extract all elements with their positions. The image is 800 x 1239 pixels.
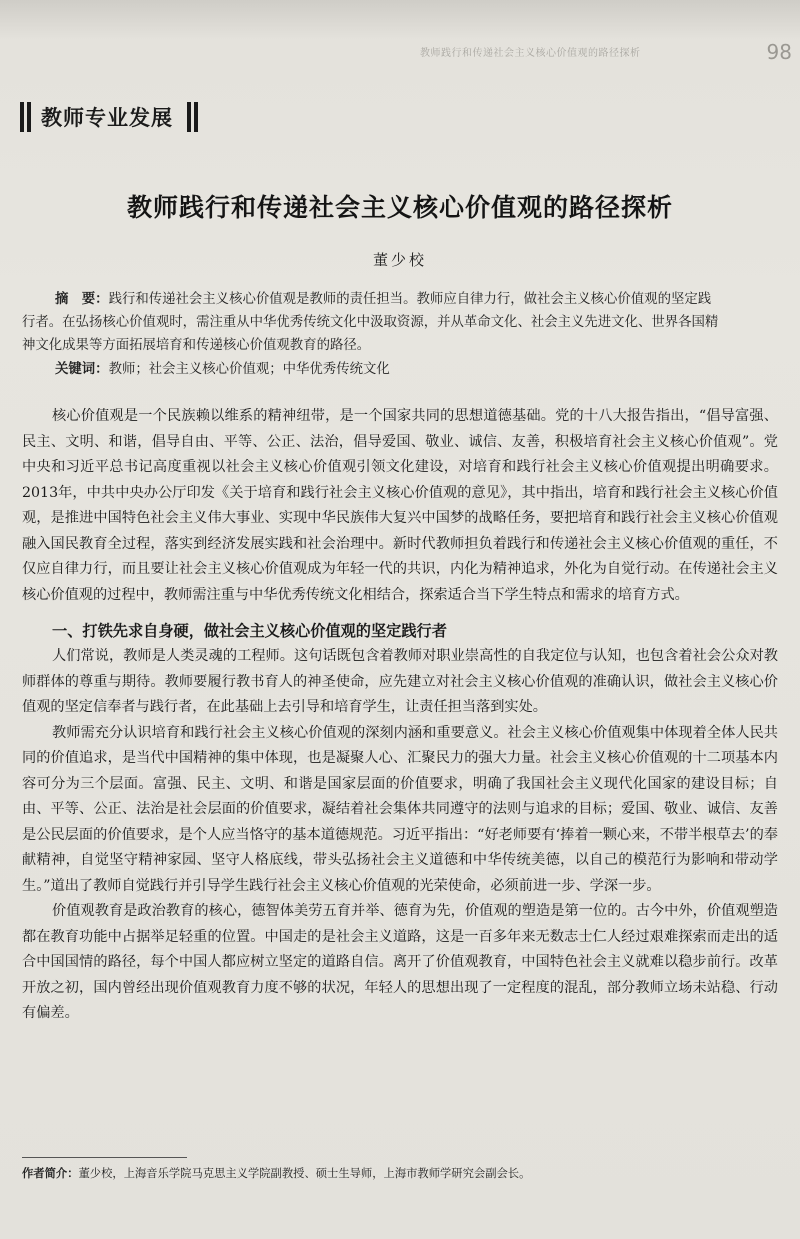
article-body [22, 404, 778, 1027]
footnote-divider [22, 1157, 187, 1158]
article-author: 董少校 [372, 251, 427, 269]
right-double-bar-icon [187, 102, 198, 132]
article-title: 教师践行和传递社会主义核心价值观的路径探析 [126, 193, 673, 222]
footnote-label: 作者简介： [22, 1167, 79, 1180]
page-number: 98 [766, 40, 792, 64]
abstract-label: 摘 要： [55, 292, 109, 307]
left-double-bar-icon [20, 102, 31, 132]
footnote-text: 董少校，上海音乐学院马克思主义学院副教授、硕士生导师，上海市教师学研究会副会长。 [78, 1167, 531, 1180]
running-header: 教师践行和传递社会主义核心价值观的路径探析 [420, 48, 641, 59]
body-paragraph: 教师需充分认识培育和践行社会主义核心价值观的深刻内涵和重要意义。社会主义核心价值观集中体现着全体人民共同的价值追求，是当代中国精神的集中体现，也是凝聚人心、汇聚民力的强大力量。社会主义核心价值观的十二项基本内容可分为三个层面。富强、民主、文明、和谐是国家层面的价值要求，明确了我国社会主义现代化国家的建设目标；自由、平等、公正、法治是社会层面的价值要求，凝结着社会集体共同遵守的法则与追求的目标；爱国、敬业、诚信、友善是公民层面的价值要求，是个人应当恪守的基本道德规范。习近平指出：“好老师要有‘捧着一颗心来，不带半根草去’的奉献精神，自觉坚守精神家园、坚守人格底线，带头弘扬社会主义道德和中华传统美德，以自己的模范行为影响和带动学生。”道出了教师自觉践行并引导学生践行社会主义核心价值观的光荣使命，必须前进一步、学深一步。 [22, 724, 778, 894]
keywords-label: 关键词： [55, 362, 109, 377]
section-tag [20, 100, 198, 134]
section-tag-label: 教师专业发展 [41, 106, 173, 130]
author-footnote [22, 1165, 782, 1181]
keywords-text: 教师；社会主义核心价值观；中华优秀传统文化 [108, 362, 390, 377]
keywords [55, 358, 390, 377]
body-paragraph: 人们常说，教师是人类灵魂的工程师。这句话既包含着教师对职业崇高性的自我定位与认知，也包含着社会公众对教师群体的尊重与期待。教师要履行教书育人的神圣使命，应先建立对社会主义核心价值观的准确认识，做社会主义核心价值观的坚定信奉者与践行者，在此基础上去引导和培育学生，让责任担当落到实处。 [22, 648, 778, 715]
section-heading: 一、打铁先求自身硬，做社会主义核心价值观的坚定践行者 [52, 622, 447, 640]
abstract [22, 288, 722, 357]
abstract-text: 践行和传递社会主义核心价值观是教师的责任担当。教师应自律力行，做社会主义核心价值观的坚定践行者。在弘扬核心价值观时，需注重从中华优秀传统文化中汲取资源，并从革命文化、社会主义先进文化、世界各国精神文化成果等方面拓展培育和传递核心价值观教育的路径。 [22, 292, 719, 353]
intro-paragraph: 核心价值观是一个民族赖以维系的精神纽带，是一个国家共同的思想道德基础。党的十八大报告指出，“倡导富强、民主、文明、和谐，倡导自由、平等、公正、法治，倡导爱国、敬业、诚信、友善，积极培育社会主义核心价值观”。党中央和习近平总书记高度重视以社会主义核心价值观引领文化建设，对培育和践行社会主义核心价值观提出明确要求。2013年，中共中央办公厅印发《关于培育和践行社会主义核心价值观的意见》，其中指出，培育和践行社会主义核心价值观，是推进中国特色社会主义伟大事业、实现中华民族伟大复兴中国梦的战略任务，要把培育和践行社会主义核心价值观融入国民教育全过程，落实到经济发展实践和社会治理中。新时代教师担负着践行和传递社会主义核心价值观的重任，不仅应自律力行，而且要让社会主义核心价值观成为年轻一代的共识，内化为精神追求，外化为自觉行动。在传递社会主义核心价值观的过程中，教师需注重与中华优秀传统文化相结合，探索适合当下学生特点和需求的培育方式。 [22, 408, 778, 603]
body-paragraph: 价值观教育是政治教育的核心，德智体美劳五育并举、德育为先，价值观的塑造是第一位的。古今中外，价值观塑造都在教育功能中占据举足轻重的位置。中国走的是社会主义道路，这是一百多年来无数志士仁人经过艰难探索而走出的适合中国国情的路径，每个中国人都应树立坚定的道路自信。离开了价值观教育，中国特色社会主义就难以稳步前行。改革开放之初，国内曾经出现价值观教育力度不够的状况，年轻人的思想出现了一定程度的混乱，部分教师立场未站稳、行动有偏差。 [22, 903, 778, 1021]
